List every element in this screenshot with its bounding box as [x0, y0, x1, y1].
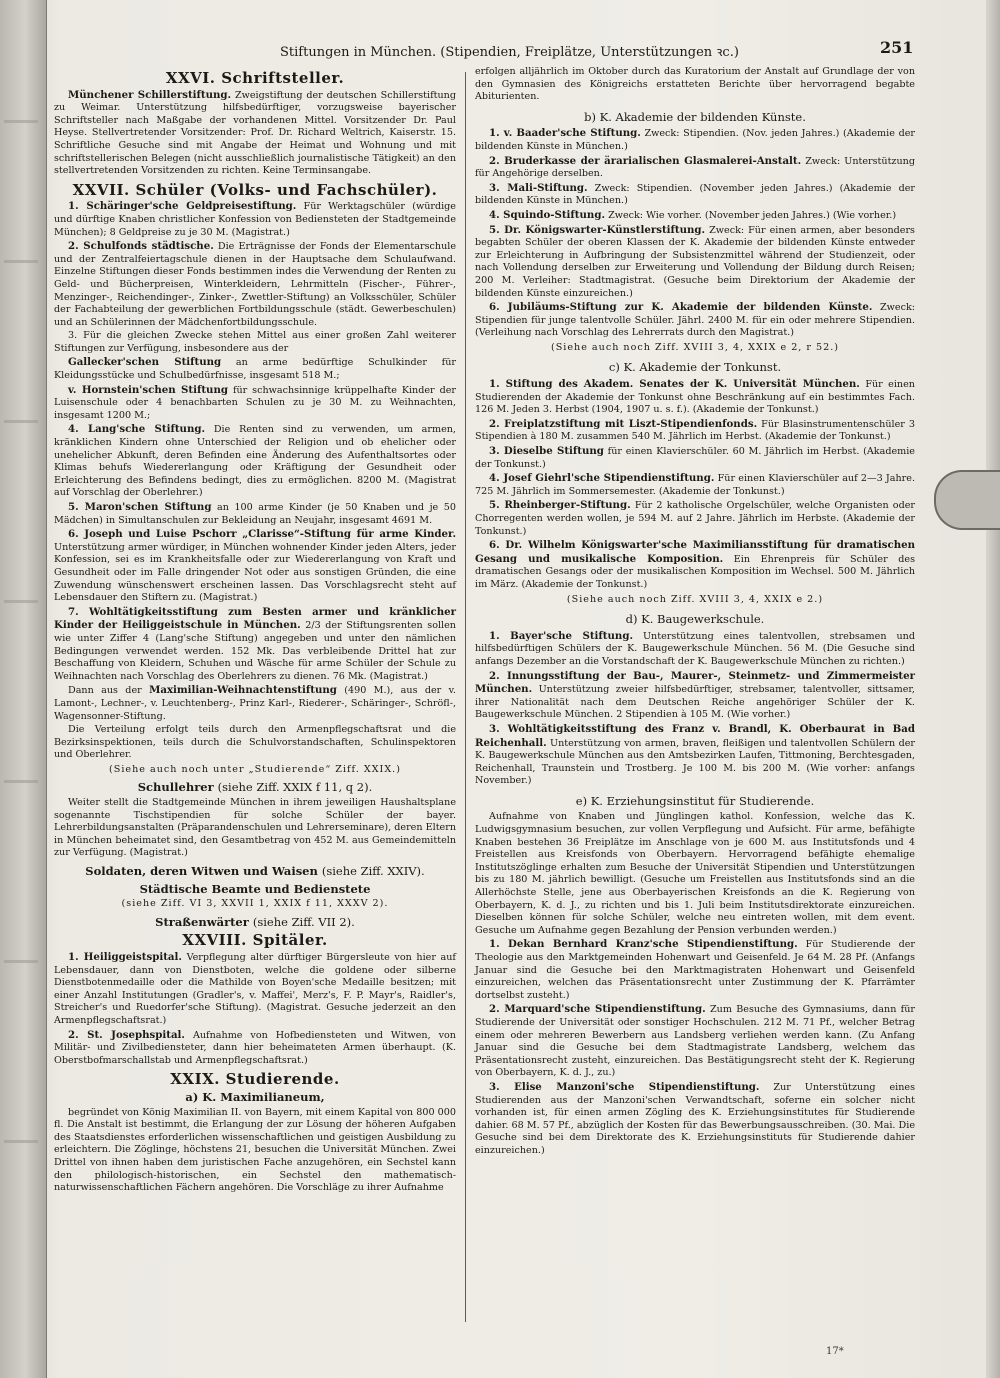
heading-strassenwaerter: Straßenwärter (siehe Ziff. VII 2).	[155, 914, 355, 929]
entry-xxvii-8: Dann aus der Maximilian-Weihnachtenstiftung (490 M.), aus der v. Lamont-, Lechner-, v. Leuchtenberg-, Prinz Karl-, Riederer-, Schäringer-, Schröfl-, Wagensonner-Stiftung.	[54, 684, 456, 722]
running-title: Stiftungen in München. (Stipendien, Freiplätze, Unterstützungen ꝛc.)	[280, 45, 739, 60]
entry-b-1: 1. v. Baader'sche Stiftung. Zweck: Stipendien. (Nov. jeden Jahres.) (Akademie der bildenden Künste in München.)	[475, 127, 915, 152]
section-heading-xxvi: XXVI. Schriftsteller.	[165, 69, 345, 87]
signature-mark: 17*	[826, 1346, 844, 1357]
subheading-akademie-bildende-kuenste: b) K. Akademie der bildenden Künste.	[584, 109, 806, 124]
entry-e-1: 1. Dekan Bernhard Kranz'sche Stipendienstiftung. Für Studierende der Theologie aus den Marktgemeinden Hohenwart und Geisenfeld. Je 64 M. 28 Pf. (Anfangs Januar sind die Gesuche bei den Marktmagistraten Hohenwart und Geisenfeld einzureichen, welchen das Präsentationsrecht unter Zustimmung der K. Pfarrämter dortselbst zusteht.)	[475, 938, 915, 1001]
entry-schullehrer: Weiter stellt die Stadtgemeinde München in ihrem jeweiligen Haushaltsplane sogenannte Tischstipendien für solche Schüler der bayer. Lehrerbildungsanstalten (Präparandenschulen und Lehrerseminare), deren Eltern in München beheimatet sind, den Gesamtbetrag von 452 M. aus Gemeindemitteln zur Verfügung. (Magistrat.)	[54, 797, 456, 859]
entry-maximilianeum: begründet von König Maximilian II. von Bayern, mit einem Kapital von 800 000 fl. Die Anstalt ist bestimmt, die Erlangung der zur Lösung der höheren Aufgaben des Staatsdienstes erforderlichen wissenschaftlichen und geistigen Ausbildung zu erleichtern. Die Zöglinge, höchstens 21, besuchen die Universität München. Zwei Drittel von ihnen haben dem juristischen Fache anzugehören, ein Sechstel kann den philologisch-historischen, ein Sechstel den mathematisch-naturwissenschaftlichen Fächern angehören. Die Vorschläge zu ihrer Aufnahme	[54, 1106, 456, 1194]
entry-b-3: 3. Mali-Stiftung. Zweck: Stipendien. (November jeden Jahres.) (Akademie der bildenden Künste in München.)	[475, 181, 915, 207]
entry-xxvii-6: 6. Joseph und Luise Pschorr „Clarisse“-Stiftung für arme Kinder. Unterstützung armer würdiger, in München wohnender Kinder jeden Alters, jeder Konfession, sei es im Krankheitsfalle oder zur Wiedererlangung von Kraft und Gesundheit oder im Falle dringender Not oder aus sonstigen Gründen, die eine Zuwendung wünschenswert erscheinen lassen. Das Vorschlagsrecht steht auf Lebensdauer den Stiftern zu. (Magistrat.)	[54, 528, 456, 604]
entry-schillerstiftung: Münchener Schillerstiftung. Zweigstiftung der deutschen Schillerstiftung zu Weimar. Unterstützung hilfsbedürftiger, vorzugsweise bayerischer Schriftsteller nach Maßgabe der vorhandenen Mittel. Vorsitzender Dr. Paul Heyse. Stellvertretender Vorsitzender: Prof. Dr. Richard Weltrich, Kaiserstr. 15. Schriftliche Gesuche sind mit Angabe der Heimat und Wohnung und mit schriftstellerischen Belegen (nicht ausschließlich journalistische Tätigkeit) an den stellvertretenden Vorsitzenden zu richten. Keine Terminsangabe.	[54, 88, 456, 177]
entry-xxvii-5: 5. Maron'schen Stiftung an 100 arme Kinder (je 50 Knaben und je 50 Mädchen) in Simultanschulen zur Bekleidung an Neujahr, insgesamt 4691 M.	[54, 501, 456, 526]
entry-xxvii-9: Die Verteilung erfolgt teils durch den Armenpflegschaftsrat und die Bezirksinspektionen, teils durch die Schulvorstandschaften, Schulinspektoren und Oberlehrer.	[54, 724, 456, 761]
left-column	[54, 66, 456, 1196]
entry-e-intro: Aufnahme von Knaben und Jünglingen kathol. Konfession, welche das K. Ludwigsgymnasium besuchen, zur vollen Verpflegung und Aufsicht. Für arme, befähigte Knaben bestehen 36 Freiplätze im Anschlage von je 600 M. aus Institutsfonds und 4 Freistellen aus Kreisfonds von Oberbayern. Hervorragend befähigte ehemalige Institutszöglinge erhalten zum Besuche der Universität Stipendien und Unterstützungen bis zu 180 M. jährlich bewilligt. (Gesuche um Freistellen aus Institutsfonds sind an die Allerhöchste Stelle, jene aus Oberbayerischen Kreisfonds an die K. Regierung von Oberbayern, K. d. J., zu richten und bis 1. Juli beim Institutsdirektorate einzureichen. Dieselben können für solche Schüler, welche neu eintreten wollen, mit dem event. Gesuche um Aufnahme gegen Bezahlung der Pension verbunden werden.)	[475, 811, 915, 936]
heading-schullehrer: Schullehrer (siehe Ziff. XXIX f 11, q 2).	[137, 780, 373, 795]
entry-xxviii-2: 2. St. Josephspital. Aufnahme von Hofbediensteten und Witwen, von Militär- und Zivilbediensteter, dann hier beheimateten Armen überhaupt. (K. Oberstbofmarschallstab und Armenpflegschaftsrat.)	[54, 1028, 456, 1066]
entry-c-6: 6. Dr. Wilhelm Königswarter'sche Maximiliansstiftung für dramatischen Gesang und musikalische Komposition. Ein Ehrenpreis für Schüler des dramatischen Gesangs oder der musikalischen Komposition im Wechsel. 500 M. Jährlich im März. (Akademie der Tonkunst.)	[475, 539, 915, 590]
column-rule	[465, 72, 466, 1322]
entry-e-2: 2. Marquard'sche Stipendienstiftung. Zum Besuche des Gymnasiums, dann für Studierende der Universität oder sonstiger Hochschulen. 212 M. 71 Pf., welcher Betrag einem oder mehreren Bewerbern aus Landsberg verliehen werden kann. (Zu Anfang Januar sind die Gesuche bei dem Stadtmagistrate Landsberg, welchem das Präsentationsrecht zusteht, einzureichen. Das Bestätigungsrecht steht der K. Regierung von Oberbayern, K. d. J., zu.)	[475, 1003, 915, 1079]
page-edge-shadow	[986, 0, 1000, 1378]
ref-beamte: (siehe Ziff. VI 3, XXVII 1, XXIX f 11, XXXV 2).	[121, 898, 389, 910]
running-header	[280, 38, 920, 64]
entry-b-6: 6. Jubiläums-Stiftung zur K. Akademie der bildenden Künste. Zweck: Stipendien für junge talentvolle Schüler. Jährl. 2400 M. für ein oder mehrere Stipendien. (Verleihung nach Vorschlag des Lehrerrats durch den Magistrat.)	[475, 301, 915, 339]
entry-xxvii-3b: v. Hornstein'schen Stiftung für schwachsinnige krüppelhafte Kinder der Luisenschule oder 4 benachbarten Schulen zu je 30 M. zu Weihnachten, insgesamt 1200 M.;	[54, 383, 456, 421]
entry-c-1: 1. Stiftung des Akadem. Senates der K. Universität München. Für einen Studierenden der Akademie der Tonkunst ohne Beschränkung auf ein bestimmtes Fach. 126 M. Jeden 3. Herbst (1904, 1907 u. s. f.). (Akademie der Tonkunst.)	[475, 378, 915, 416]
cross-reference-c: (Siehe auch noch Ziff. XVIII 3, 4, XXIX e 2.)	[566, 593, 824, 605]
entry-xxvii-2: 2. Schulfonds städtische. Die Erträgnisse der Fonds der Elementarschule und der Zentralfeiertagschule dienen in der Hauptsache dem Schulaufwand. Einzelne Stiftungen dieser Fonds bestimmen indes die Verwendung der Renten zu Geld- und Bücherpreisen, Winterkleidern, Lehrmitteln (Fischer-, Führer-, Menzinger-, Reichendinger-, Zinker-, Zwettler-Stiftung) an Volksschüler, Schüler der Fachabteilung der gewerblichen Fortbildungsschule (städt. Gewerbeschulen) und an Schülerinnen der Mädchenfortbildungsschule.	[54, 240, 456, 328]
right-column	[475, 66, 915, 1159]
entry-e-3: 3. Elise Manzoni'sche Stipendienstiftung. Zur Unterstützung eines Studierenden aus der Manzoni'schen Verwandtschaft, soferne ein solcher nicht vorhanden ist, für einen armen Zögling des K. Erziehungsinstitutes für Studierende dahier. 68 M. 57 Pf., abzüglich der Kosten für das Bewerbungsausschreiben. (30. Mai. Die Gesuche sind bei dem Direktorate des K. Erziehungsinstituts für Studierende dahier einzureichen.)	[475, 1080, 916, 1156]
entry-xxvii-3a: Gallecker'schen Stiftung an arme bedürftige Schulkinder für Kleidungsstücke und Schulbedürfnisse, insgesamt 518 M.;	[54, 356, 456, 382]
heading-soldaten: Soldaten, deren Witwen und Waisen (siehe Ziff. XXIV).	[85, 864, 425, 879]
subheading-baugewerkschule: d) K. Baugewerkschule.	[625, 612, 765, 627]
entry-d-3: 3. Wohltätigkeitsstiftung des Franz v. Brandl, K. Oberbaurat in Bad Reichenhall. Unterstützung von armen, braven, fleißigen und talentvollen Schülern der K. Baugewerkschule München aus den Amtsbezirken Laufen, Tittmoning, Berchtesgaden, Reichenhall, Traunstein und Trostberg. Je 100 M. bis 200 M. (Wie vorher: anfangs November.)	[475, 722, 915, 787]
entry-c-5: 5. Rheinberger-Stiftung. Für 2 katholische Orgelschüler, welche Organisten oder Chorregenten werden wollen, je 594 M. auf 2 Jahre. Jährlich im Herbste. (Akademie der Tonkunst.)	[475, 499, 915, 537]
section-heading-xxviii: XXVIII. Spitäler.	[182, 931, 328, 950]
subheading-maximilianeum: a) K. Maximilianeum,	[185, 1089, 325, 1104]
entry-d-1: 1. Bayer'sche Stiftung. Unterstützung eines talentvollen, strebsamen und hilfsbedürftigen Schülers der K. Baugewerkschule München. 56 M. (Die Gesuche sind anfangs Dezember an die Vorstandschaft der K. Baugewerkschule München zu richten.)	[475, 629, 915, 667]
subheading-erziehungsinstitut: e) K. Erziehungsinstitut für Studierende.	[575, 793, 815, 808]
page-number: 251	[880, 38, 914, 57]
entry-b-2: 2. Bruderkasse der ärarialischen Glasmalerei-Anstalt. Zweck: Unterstützung für Angehörige derselben.	[475, 154, 915, 180]
section-heading-xxvii: XXVII. Schüler (Volks- und Fachschüler).	[72, 180, 438, 199]
section-heading-xxix: XXIX. Studierende.	[170, 1070, 340, 1089]
cross-reference-b: (Siehe auch noch Ziff. XVIII 3, 4, XXIX e 2, r 52.)	[550, 341, 840, 353]
entry-xxvii-4: 4. Lang'sche Stiftung. Die Renten sind zu verwenden, um armen, kränklichen Kindern ohne Unterschied der Religion und ob ehelicher oder unehelicher Abkunft, deren Befinden eine Änderung des Aufenthaltsortes oder Klimas behufs Wiedererlangung oder Kräftigung der Gesundheit oder Erleichterung des Befindens bedingt, dies zu ermöglichen. 8200 M. (Magistrat auf Vorschlag der Oberlehrer.)	[54, 423, 456, 499]
entry-xxviii-1: 1. Heiliggeistspital. Verpflegung alter dürftiger Bürgersleute von hier auf Lebensdauer, dann von Dienstboten, welche die goldene oder silberne Dienstbotenmedaille oder die Mathilde von Boyen'sche Medaille besitzen; mit einer Anzahl Institutungen (Gradler's, v. Maffei', Merz's, F. P. Mayr's, Raidler's, Streicher's und Ruedorfer'sche Stiftung). (Magistrat. Gesuche jederzeit an den Armenpflegschaftsrat.)	[54, 951, 456, 1026]
heading-beamte: Städtische Beamte und Bedienstete	[139, 881, 371, 896]
entry-d-2: 2. Innungsstiftung der Bau-, Maurer-, Steinmetz- und Zimmermeister München. Unterstützung zweier hilfsbedürftiger, strebsamer, talentvoller, sittsamer, ihrer Nationalität nach dem Deutschen Reiche angehöriger Schüler der K. Baugewerkschule München. 2 Stipendien à 105 M. (Wie vorher.)	[475, 669, 915, 721]
continued-text: erfolgen alljährlich im Oktober durch das Kuratorium der Anstalt auf Grundlage der von den Gymnasien des Königreichs erstatteten Berichte über hervorragend begabte Abiturienten.	[475, 66, 915, 103]
subheading-akademie-tonkunst: c) K. Akademie der Tonkunst.	[608, 360, 782, 375]
entry-c-4: 4. Josef Giehrl'sche Stipendienstiftung. Für einen Klavierschüler auf 2—3 Jahre. 725 M. Jährlich im Sommersemester. (Akademie der Tonkunst.)	[475, 472, 915, 497]
entry-xxvii-7: 7. Wohltätigkeitsstiftung zum Besten armer und kränklicher Kinder der Heiliggeistschule in München. 2/3 der Stiftungsrenten sollen wie unter Ziffer 4 (Lang'sche Stiftung) angegeben und unter den nämlichen Bedingungen verwendet werden. 152 Mk. Das verbleibende Drittel hat zur Beschaffung von Kleidern, Schuhen und Wäsche für arme Schüler der Schule zu Weihnachten nach Vorschlag des Oberlehrers zu dienen. 76 Mk. (Magistrat.)	[54, 605, 456, 682]
previous-page-edge	[0, 0, 47, 1378]
entry-c-3: 3. Dieselbe Stiftung für einen Klavierschüler. 60 M. Jährlich im Herbst. (Akademie der Tonkunst.)	[475, 445, 915, 470]
entry-xxvii-3: 3. Für die gleichen Zwecke stehen Mittel aus einer großen Zahl weiterer Stiftungen zur Verfügung, insbesondere aus der	[54, 330, 456, 354]
page-clip	[934, 470, 1000, 530]
entry-c-2: 2. Freiplatzstiftung mit Liszt-Stipendienfonds. Für Blasinstrumentenschüler 3 Stipendien à 180 M. zusammen 540 M. Jährlich im Herbst. (Akademie der Tonkunst.)	[475, 417, 915, 443]
entry-xxvii-1: 1. Schäringer'sche Geldpreisestiftung. Für Werktagschüler (würdige und dürftige Knaben christlicher Konfession von Bediensteten der Stadtgemeinde München); 8 Geldpreise zu je 30 M. (Magistrat.)	[54, 200, 456, 238]
entry-b-4: 4. Squindo-Stiftung. Zweck: Wie vorher. (November jeden Jahres.) (Wie vorher.)	[489, 208, 897, 221]
cross-reference: (Siehe auch noch unter „Studierende“ Ziff. XXIX.)	[109, 763, 401, 775]
entry-b-5: 5. Dr. Königswarter-Künstlerstiftung. Zweck: Für einen armen, aber besonders begabten Schüler der oberen Klassen der K. Akademie der bildenden Künste entweder zur Erleichterung in Aufbringung der Subsistenzmittel während der Studienzeit, oder nach Vollendung derselben zur Erweiterung und Vollendung der Bildung durch Reisen; 200 M. Verleiher: Stadtmagistrat. (Gesuche beim Direktorium der Akademie der bildenden Künste einzureichen.)	[475, 223, 915, 299]
